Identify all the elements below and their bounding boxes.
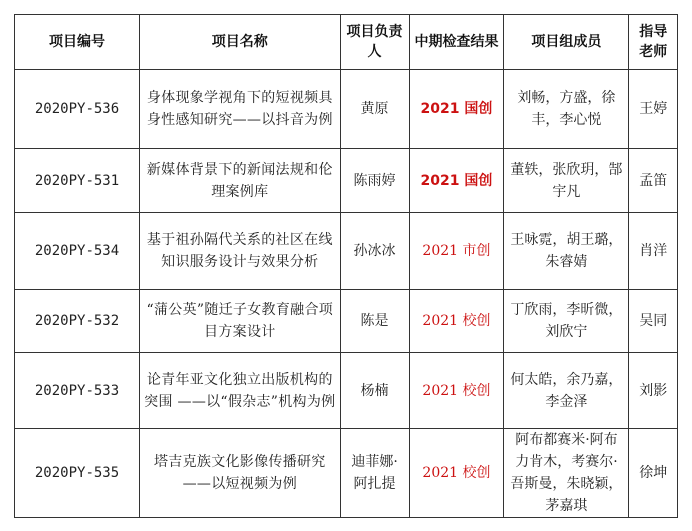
project-table bbox=[14, 14, 678, 518]
project-leader-cell: 黄原 bbox=[340, 70, 409, 149]
header-advisor: 指导老师 bbox=[629, 15, 678, 70]
advisor-cell: 吴同 bbox=[629, 290, 678, 353]
project-id-cell: 2020PY-532 bbox=[15, 290, 140, 353]
header-project-name: 项目名称 bbox=[140, 15, 341, 70]
advisor-cell: 肖洋 bbox=[629, 213, 678, 290]
midterm-result-cell: 2021 市创 bbox=[409, 213, 504, 290]
project-name-cell: 论青年亚文化独立出版机构的突围 ——以“假杂志”机构为例 bbox=[140, 353, 341, 429]
table-row bbox=[15, 213, 678, 290]
project-id-cell: 2020PY-535 bbox=[15, 429, 140, 518]
advisor-cell: 刘影 bbox=[629, 353, 678, 429]
project-id-cell: 2020PY-534 bbox=[15, 213, 140, 290]
team-members-cell: 阿布都赛米·阿布力肯木，考赛尔·吾斯曼，朱晓颖，茅嘉琪 bbox=[504, 429, 629, 518]
project-leader-cell: 孙冰冰 bbox=[340, 213, 409, 290]
project-leader-cell: 陈是 bbox=[340, 290, 409, 353]
header-project-leader: 项目负责人 bbox=[340, 15, 409, 70]
project-name-cell: 塔吉克族文化影像传播研究——以短视频为例 bbox=[140, 429, 341, 518]
table-row bbox=[15, 70, 678, 149]
table-row bbox=[15, 290, 678, 353]
midterm-result-cell: 2021 校创 bbox=[409, 290, 504, 353]
project-name-cell: 新媒体背景下的新闻法规和伦理案例库 bbox=[140, 149, 341, 213]
project-leader-cell: 杨楠 bbox=[340, 353, 409, 429]
midterm-result-cell: 2021 国创 bbox=[409, 70, 504, 149]
table-header-row bbox=[15, 15, 678, 70]
project-leader-cell: 陈雨婷 bbox=[340, 149, 409, 213]
project-id-cell: 2020PY-531 bbox=[15, 149, 140, 213]
advisor-cell: 孟笛 bbox=[629, 149, 678, 213]
project-name-cell: “蒲公英”随迁子女教育融合项目方案设计 bbox=[140, 290, 341, 353]
header-project-id: 项目编号 bbox=[15, 15, 140, 70]
project-name-cell: 基于祖孙隔代关系的社区在线知识服务设计与效果分析 bbox=[140, 213, 341, 290]
header-team-members: 项目组成员 bbox=[504, 15, 629, 70]
team-members-cell: 刘畅，方盛，徐丰，李心悦 bbox=[504, 70, 629, 149]
project-id-cell: 2020PY-533 bbox=[15, 353, 140, 429]
team-members-cell: 何太皓，余乃嘉，李金泽 bbox=[504, 353, 629, 429]
header-midterm-result: 中期检查结果 bbox=[409, 15, 504, 70]
project-name-cell: 身体现象学视角下的短视频具身性感知研究——以抖音为例 bbox=[140, 70, 341, 149]
team-members-cell: 丁欣雨，李昕微，刘欣宁 bbox=[504, 290, 629, 353]
project-id-cell: 2020PY-536 bbox=[15, 70, 140, 149]
midterm-result-cell: 2021 国创 bbox=[409, 149, 504, 213]
midterm-result-cell: 2021 校创 bbox=[409, 353, 504, 429]
midterm-result-cell: 2021 校创 bbox=[409, 429, 504, 518]
table-row bbox=[15, 149, 678, 213]
advisor-cell: 徐坤 bbox=[629, 429, 678, 518]
table-row bbox=[15, 353, 678, 429]
table-row bbox=[15, 429, 678, 518]
project-leader-cell: 迪菲娜·阿扎提 bbox=[340, 429, 409, 518]
advisor-cell: 王婷 bbox=[629, 70, 678, 149]
team-members-cell: 董轶，张欣玥，郜宇凡 bbox=[504, 149, 629, 213]
team-members-cell: 王咏霓，胡王璐，朱睿婧 bbox=[504, 213, 629, 290]
